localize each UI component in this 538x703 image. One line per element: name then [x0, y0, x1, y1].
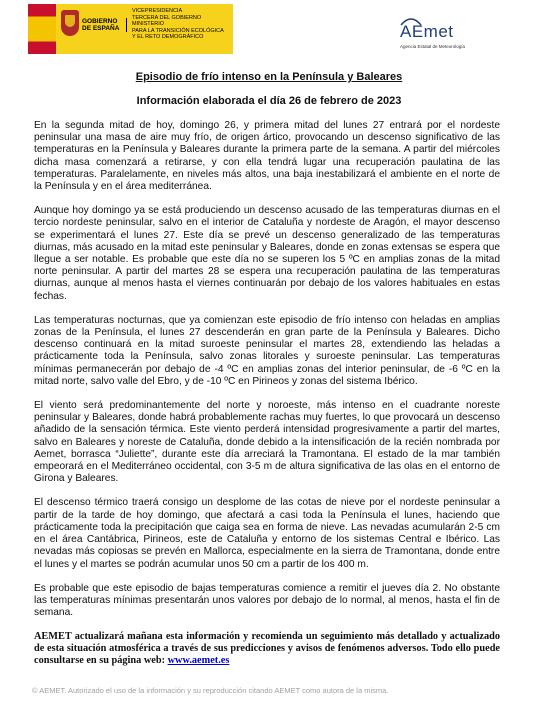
coat-of-arms-icon [61, 10, 79, 36]
paragraph: En la segunda mitad de hoy, domingo 26, y primera mitad del lunes 27 entrará por el nordeste peninsular una masa de aire muy frío, de origen ártico, provocando un descenso significativo de las temperaturas en la Península y Baleares durante la primera parte de la semana. A partir del miércoles dicha masa comenzará a retirarse, y con ella tendrá lugar una recuperación paulatina de las temperaturas. Paralelamente, en niveles más altos, una baja inestabilizará el ambiente en el norte de la Península y en el área mediterránea. [34, 120, 500, 193]
paragraph: Es probable que este episodio de bajas temperaturas comience a remitir el jueves día 2. No obstante las temperaturas mínimas presentarán unos valores por debajo de lo normal, al menos, hasta el fin de semana. [34, 582, 500, 619]
aemet-website-link[interactable]: www.aemet.es [167, 655, 230, 667]
ministry-line: TERCERA DEL GOBIERNO [132, 14, 202, 21]
document-title: Episodio de frío intenso en la Península y Baleares [135, 71, 403, 83]
ministry-name [132, 8, 224, 41]
document-body [34, 120, 500, 679]
paragraph: Aunque hoy domingo ya se está produciendo un descenso acusado de las temperaturas diurnas en el tercio nordeste peninsular, salvo en el interior de Cataluña y nordeste de Aragón, el mayor descenso se experimentará el lunes 27. Este día se prevé un descenso generalizado de las temperaturas diurnas, más acusado en la mitad este peninsular y Baleares, donde en zonas extensas se espera que llegue a ser notable. Es probable que este día no se superen los 5 ºC en amplias zonas de la mitad norte peninsular. A partir del martes 28 se espera una recuperación paulatina de las temperaturas diurnas, aunque al menos hasta el viernes continuarán por debajo de los valores habituales en estas fechas. [34, 205, 500, 302]
aemet-logo [400, 16, 480, 56]
closing-paragraph [34, 631, 500, 667]
paragraph: El viento será predominantemente del norte y noroeste, más intenso en el cuadrante noreste peninsular y Baleares, donde habrá probablemente rachas muy fuertes, lo que provocará un descenso añadido de la sensación térmica. Este viento perderá intensidad progresivamente a partir del martes, salvo en Baleares y noreste de Cataluña, donde debido a la intensificación de la recién nombrada por Aemet, borrasca “Juliette”, durante este día arreciará la Tramontana. El estado de la mar también empeorará en el Mediterráneo occidental, con 3-5 m de altura significativa de las olas en el entorno de Girona y Baleares. [34, 400, 500, 485]
document-date: Información elaborada el día 26 de febrero de 2023 [136, 95, 402, 107]
ministry-line: Y EL RETO DEMOGRÁFICO [132, 34, 204, 40]
ministry-line: VICEPRESIDENCIA [132, 8, 183, 14]
aemet-logo-text: AEmet [400, 22, 454, 41]
aemet-logo-subtitle: Agencia Estatal de Meteorología [400, 44, 466, 49]
footer-notice: © AEMET. Autorizado el uso de la información y su reproducción citando AEMET como autora de la misma. [32, 686, 389, 695]
ministry-line: MINISTERIO [132, 21, 165, 27]
ministry-line: PARA LA TRANSICIÓN ECOLÓGICA [132, 27, 224, 34]
closing-text: AEMET actualizará mañana esta información y recomienda un seguimiento más detallado y actualizado de esta situación atmosférica a través de sus predicciones y avisos de fenómenos adversos. Todo ello puede consultarse en su página web: [34, 631, 500, 667]
government-logo [28, 4, 233, 54]
paragraph: Las temperaturas nocturnas, que ya comienzan este episodio de frío intenso con heladas en amplias zonas de la Península, el lunes 27 descenderán en gran parte de la Península y Baleares. Dicho descenso continuará en la mitad suroeste peninsular el martes 28, extendiendo las heladas a prácticamente toda la Península, salvo zonas litorales y suroeste peninsular. Las temperaturas mínimas permanecerán por debajo de -4 ºC en amplias zonas del interior peninsular, de -6 ºC en la mitad norte, salvo valle del Ebro, y de -10 ºC en Pirineos y zonas del sistema Ibérico. [34, 314, 500, 387]
header [0, 0, 538, 60]
gov-name: GOBIERNO DE ESPAÑA [82, 18, 127, 32]
paragraph: El descenso térmico traerá consigo un desplome de las cotas de nieve por el nordeste peninsular a partir de la tarde de hoy domingo, que afectará a casi toda la Península el lunes, haciendo que prácticamente toda la precipitación que caiga sea en forma de nieve. Las nevadas acumularán 2-5 cm en el área Cantábrica, Pirineos, este de Cataluña y entorno de los sistemas Central e Ibérico. Las nevadas más copiosas se prevén en Mallorca, especialmente en la sierra de Tramontana, donde entre el lunes y el martes se podrán acumular unos 50 cm a partir de los 400 m. [34, 497, 500, 570]
flag-stripe [28, 4, 56, 54]
